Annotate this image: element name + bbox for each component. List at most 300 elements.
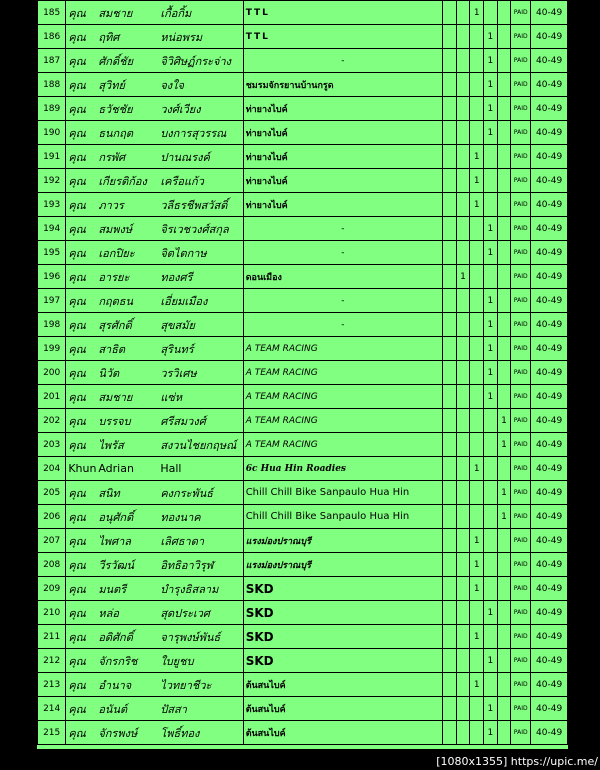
- payment-status: PAID: [511, 265, 531, 289]
- team-name: ท่ายางไบค์: [243, 169, 442, 193]
- category-cell: [470, 721, 484, 745]
- category-cell: 1: [470, 625, 484, 649]
- row-number: 197: [38, 289, 66, 313]
- first-name: ไพศาล: [98, 534, 132, 548]
- category-cell: 1: [497, 433, 511, 457]
- age-group: 40-49: [531, 265, 568, 289]
- category-cell: 1: [484, 649, 498, 673]
- row-number: 193: [38, 193, 66, 217]
- payment-status: PAID: [511, 697, 531, 721]
- category-cell: [443, 673, 457, 697]
- row-number: 191: [38, 145, 66, 169]
- first-name: ธวัชชัย: [98, 102, 133, 116]
- payment-status: PAID: [511, 433, 531, 457]
- category-cell: [456, 217, 470, 241]
- row-number: 205: [38, 481, 66, 505]
- category-cell: [443, 145, 457, 169]
- name-title: คุณ: [68, 318, 86, 332]
- category-cell: 1: [484, 601, 498, 625]
- last-name: เอี่ยมเมือง: [160, 294, 208, 308]
- row-number: 203: [38, 433, 66, 457]
- category-cell: [497, 697, 511, 721]
- participant-name: [66, 25, 243, 49]
- team-name: แรงม่องปราณบุรี: [243, 553, 442, 577]
- last-name: จงใจ: [160, 78, 184, 92]
- team-name: -: [243, 313, 442, 337]
- category-cell: 1: [470, 1, 484, 25]
- category-cell: [456, 577, 470, 601]
- payment-status: PAID: [511, 481, 531, 505]
- participant-table: [37, 0, 568, 745]
- category-cell: [456, 289, 470, 313]
- last-name: วงศ์เวียง: [160, 102, 201, 116]
- age-group: 40-49: [531, 409, 568, 433]
- category-cell: [443, 433, 457, 457]
- first-name: นิวัต: [98, 366, 120, 380]
- participant-name: [66, 385, 243, 409]
- first-name: กรพัศ: [98, 150, 126, 164]
- category-cell: [443, 1, 457, 25]
- category-cell: [484, 577, 498, 601]
- last-name: บำรุงธิสลาม: [160, 582, 219, 596]
- last-name: คงกระพันธ์: [160, 486, 214, 500]
- row-number: 195: [38, 241, 66, 265]
- first-name: สนิท: [98, 486, 120, 500]
- table-row: [38, 241, 568, 265]
- category-cell: [484, 505, 498, 529]
- age-group: 40-49: [531, 73, 568, 97]
- category-cell: [497, 313, 511, 337]
- first-name: อนุศักดิ์: [98, 510, 134, 524]
- category-cell: [443, 265, 457, 289]
- participant-name: [66, 577, 243, 601]
- age-group: 40-49: [531, 361, 568, 385]
- category-cell: [484, 169, 498, 193]
- row-number: 186: [38, 25, 66, 49]
- category-cell: [497, 289, 511, 313]
- table-row: [38, 673, 568, 697]
- last-name: จารุพงษ์พันธ์: [160, 630, 221, 644]
- team-name: ท่ายางไบค์: [243, 145, 442, 169]
- table-row: [38, 505, 568, 529]
- payment-status: PAID: [511, 529, 531, 553]
- age-group: 40-49: [531, 169, 568, 193]
- table-row: [38, 1, 568, 25]
- category-cell: [497, 721, 511, 745]
- category-cell: 1: [484, 313, 498, 337]
- team-name: -: [243, 49, 442, 73]
- name-title: คุณ: [68, 486, 86, 500]
- category-cell: [484, 673, 498, 697]
- name-title: คุณ: [68, 390, 86, 404]
- category-cell: [484, 193, 498, 217]
- name-title: Khun: [68, 462, 97, 475]
- age-group: 40-49: [531, 289, 568, 313]
- table-row: [38, 121, 568, 145]
- table-row: [38, 193, 568, 217]
- table-row: [38, 481, 568, 505]
- row-number: 202: [38, 409, 66, 433]
- team-name: A TEAM RACING: [243, 361, 442, 385]
- category-cell: [497, 265, 511, 289]
- category-cell: [470, 601, 484, 625]
- category-cell: [497, 169, 511, 193]
- table-row: [38, 457, 568, 481]
- category-cell: [497, 649, 511, 673]
- payment-status: PAID: [511, 313, 531, 337]
- first-name: มนตรี: [98, 582, 127, 596]
- last-name: Hall: [160, 462, 182, 475]
- category-cell: [497, 49, 511, 73]
- last-name: สุขสมัย: [160, 318, 195, 332]
- category-cell: [497, 361, 511, 385]
- category-cell: [443, 457, 457, 481]
- payment-status: PAID: [511, 145, 531, 169]
- participant-name: [66, 361, 243, 385]
- category-cell: [497, 673, 511, 697]
- category-cell: [470, 97, 484, 121]
- category-cell: 1: [470, 553, 484, 577]
- category-cell: [443, 241, 457, 265]
- payment-status: PAID: [511, 289, 531, 313]
- age-group: 40-49: [531, 1, 568, 25]
- category-cell: [456, 625, 470, 649]
- first-name: ภาวร: [98, 198, 124, 212]
- category-cell: [484, 529, 498, 553]
- team-name: -: [243, 289, 442, 313]
- category-cell: 1: [470, 457, 484, 481]
- first-name: อนันต์: [98, 702, 128, 716]
- age-group: 40-49: [531, 241, 568, 265]
- category-cell: [456, 313, 470, 337]
- participant-name: [66, 97, 243, 121]
- category-cell: [443, 649, 457, 673]
- category-cell: [443, 361, 457, 385]
- age-group: 40-49: [531, 529, 568, 553]
- payment-status: PAID: [511, 409, 531, 433]
- last-name: ปานณรงค์: [160, 150, 210, 164]
- category-cell: [497, 625, 511, 649]
- category-cell: [470, 289, 484, 313]
- category-cell: 1: [484, 25, 498, 49]
- payment-status: PAID: [511, 385, 531, 409]
- table-row: [38, 289, 568, 313]
- team-name: -: [243, 217, 442, 241]
- category-cell: [497, 457, 511, 481]
- first-name: เอกปิยะ: [98, 246, 135, 260]
- name-title: คุณ: [68, 654, 86, 668]
- row-number: 194: [38, 217, 66, 241]
- last-name: วรวิเศษ: [160, 366, 197, 380]
- payment-status: PAID: [511, 577, 531, 601]
- team-name: ท่ายางไบค์: [243, 97, 442, 121]
- category-cell: [497, 145, 511, 169]
- team-name: ต้นสนไบค์: [243, 673, 442, 697]
- table-row: [38, 265, 568, 289]
- first-name: จักรกริช: [98, 654, 138, 668]
- age-group: 40-49: [531, 673, 568, 697]
- category-cell: [470, 217, 484, 241]
- first-name: ไพรัส: [98, 438, 124, 452]
- team-name: A TEAM RACING: [243, 385, 442, 409]
- age-group: 40-49: [531, 193, 568, 217]
- age-group: 40-49: [531, 97, 568, 121]
- row-number: 199: [38, 337, 66, 361]
- row-number: 210: [38, 601, 66, 625]
- category-cell: [443, 625, 457, 649]
- participant-name: [66, 241, 243, 265]
- category-cell: [456, 505, 470, 529]
- name-title: คุณ: [68, 78, 86, 92]
- category-cell: [470, 25, 484, 49]
- category-cell: [484, 409, 498, 433]
- category-cell: [456, 97, 470, 121]
- table-row: [38, 577, 568, 601]
- category-cell: [443, 289, 457, 313]
- category-cell: [443, 553, 457, 577]
- participant-name: [66, 1, 243, 25]
- payment-status: PAID: [511, 193, 531, 217]
- category-cell: [443, 25, 457, 49]
- last-name: เครือแก้ว: [160, 174, 204, 188]
- row-number: 196: [38, 265, 66, 289]
- last-name: หน่อพรม: [160, 30, 203, 44]
- category-cell: [443, 385, 457, 409]
- team-name: Chill Chill Bike Sanpaulo Hua Hin: [243, 505, 442, 529]
- first-name: อารยะ: [98, 270, 130, 284]
- payment-status: PAID: [511, 25, 531, 49]
- row-number: 200: [38, 361, 66, 385]
- payment-status: PAID: [511, 337, 531, 361]
- category-cell: 1: [484, 97, 498, 121]
- category-cell: 1: [470, 577, 484, 601]
- category-cell: [456, 1, 470, 25]
- category-cell: [470, 385, 484, 409]
- first-name: บรรจบ: [98, 414, 131, 428]
- participant-name: [66, 145, 243, 169]
- row-number: 213: [38, 673, 66, 697]
- row-number: 206: [38, 505, 66, 529]
- category-cell: 1: [484, 361, 498, 385]
- last-name: ทองนาค: [160, 510, 201, 524]
- first-name: Adrian: [98, 462, 134, 475]
- name-title: คุณ: [68, 30, 86, 44]
- category-cell: 1: [484, 121, 498, 145]
- category-cell: [470, 73, 484, 97]
- category-cell: [470, 649, 484, 673]
- category-cell: [456, 529, 470, 553]
- name-title: คุณ: [68, 102, 86, 116]
- table-row: [38, 145, 568, 169]
- participant-name: [66, 649, 243, 673]
- first-name: สมชาย: [98, 6, 133, 20]
- category-cell: [443, 49, 457, 73]
- name-title: คุณ: [68, 198, 86, 212]
- name-title: คุณ: [68, 630, 86, 644]
- name-title: คุณ: [68, 222, 86, 236]
- first-name: สมชาย: [98, 390, 133, 404]
- team-name: SKD: [243, 577, 442, 601]
- category-cell: [443, 697, 457, 721]
- category-cell: 1: [484, 721, 498, 745]
- first-name: ธนกฤต: [98, 126, 134, 140]
- category-cell: [456, 25, 470, 49]
- category-cell: 1: [484, 697, 498, 721]
- participant-name: [66, 601, 243, 625]
- category-cell: [443, 481, 457, 505]
- category-cell: [443, 169, 457, 193]
- category-cell: [443, 97, 457, 121]
- row-number: 214: [38, 697, 66, 721]
- team-name: ต้นสนไบค์: [243, 697, 442, 721]
- payment-status: PAID: [511, 361, 531, 385]
- age-group: 40-49: [531, 145, 568, 169]
- table-row: [38, 337, 568, 361]
- team-name: ดอนเมือง: [243, 265, 442, 289]
- payment-status: PAID: [511, 1, 531, 25]
- category-cell: [456, 409, 470, 433]
- row-number: 189: [38, 97, 66, 121]
- first-name: จักรพงษ์: [98, 726, 138, 740]
- participant-name: [66, 553, 243, 577]
- category-cell: [456, 553, 470, 577]
- row-number: 208: [38, 553, 66, 577]
- last-name: ไวทยาชีวะ: [160, 678, 212, 692]
- category-cell: [497, 385, 511, 409]
- category-cell: [484, 553, 498, 577]
- table-row: [38, 217, 568, 241]
- row-number: 204: [38, 457, 66, 481]
- category-cell: 1: [484, 49, 498, 73]
- participant-name: [66, 433, 243, 457]
- last-name: แซ่ห: [160, 390, 183, 404]
- category-cell: [484, 433, 498, 457]
- table-row: [38, 433, 568, 457]
- table-row: [38, 385, 568, 409]
- participant-name: [66, 265, 243, 289]
- team-name: 6c Hua Hin Roadies: [243, 457, 442, 481]
- participant-name: [66, 169, 243, 193]
- name-title: คุณ: [68, 510, 86, 524]
- payment-status: PAID: [511, 553, 531, 577]
- payment-status: PAID: [511, 97, 531, 121]
- row-number: 185: [38, 1, 66, 25]
- payment-status: PAID: [511, 673, 531, 697]
- name-title: คุณ: [68, 606, 86, 620]
- name-title: คุณ: [68, 342, 86, 356]
- participant-name: [66, 409, 243, 433]
- payment-status: PAID: [511, 217, 531, 241]
- age-group: 40-49: [531, 577, 568, 601]
- table-row: [38, 697, 568, 721]
- payment-status: PAID: [511, 73, 531, 97]
- row-number: 209: [38, 577, 66, 601]
- first-name: เกียรติก้อง: [98, 174, 147, 188]
- last-name: โพธิ์ทอง: [160, 726, 200, 740]
- category-cell: [456, 481, 470, 505]
- last-name: จิรเวชวงศ์สกุล: [160, 222, 229, 236]
- category-cell: [497, 601, 511, 625]
- table-row: [38, 649, 568, 673]
- team-name: TTL: [243, 25, 442, 49]
- table-row: [38, 169, 568, 193]
- participant-name: [66, 505, 243, 529]
- age-group: 40-49: [531, 433, 568, 457]
- first-name: สุรศักดิ์: [98, 318, 132, 332]
- first-name: หล่อ: [98, 606, 119, 620]
- age-group: 40-49: [531, 649, 568, 673]
- category-cell: [456, 601, 470, 625]
- category-cell: [497, 121, 511, 145]
- category-cell: 1: [470, 673, 484, 697]
- participant-name: [66, 193, 243, 217]
- age-group: 40-49: [531, 481, 568, 505]
- row-number: 190: [38, 121, 66, 145]
- participant-name: [66, 697, 243, 721]
- payment-status: PAID: [511, 169, 531, 193]
- category-cell: 1: [456, 265, 470, 289]
- payment-status: PAID: [511, 457, 531, 481]
- row-number: 187: [38, 49, 66, 73]
- last-name: ปัสสา: [160, 702, 187, 716]
- row-number: 211: [38, 625, 66, 649]
- row-number: 212: [38, 649, 66, 673]
- category-cell: [497, 73, 511, 97]
- age-group: 40-49: [531, 505, 568, 529]
- name-title: คุณ: [68, 54, 86, 68]
- category-cell: [456, 385, 470, 409]
- category-cell: [456, 73, 470, 97]
- name-title: คุณ: [68, 270, 86, 284]
- category-cell: 1: [484, 385, 498, 409]
- last-name: ศรีสมวงศ์: [160, 414, 206, 428]
- first-name: อำนาจ: [98, 678, 132, 692]
- name-title: คุณ: [68, 126, 86, 140]
- last-name: เกื้อกิ้ม: [160, 6, 192, 20]
- table-row: [38, 601, 568, 625]
- category-cell: [443, 505, 457, 529]
- category-cell: [484, 481, 498, 505]
- category-cell: [497, 1, 511, 25]
- category-cell: [456, 721, 470, 745]
- category-cell: [443, 121, 457, 145]
- first-name: ฤทิศ: [98, 30, 120, 44]
- table-row: [38, 409, 568, 433]
- team-name: A TEAM RACING: [243, 337, 442, 361]
- age-group: 40-49: [531, 217, 568, 241]
- first-name: สาธิต: [98, 342, 126, 356]
- category-cell: [443, 313, 457, 337]
- age-group: 40-49: [531, 25, 568, 49]
- age-group: 40-49: [531, 337, 568, 361]
- category-cell: [456, 337, 470, 361]
- row-number: 192: [38, 169, 66, 193]
- category-cell: [456, 697, 470, 721]
- team-name: SKD: [243, 601, 442, 625]
- category-cell: [497, 97, 511, 121]
- last-name: เลิศธาดา: [160, 534, 205, 548]
- category-cell: [456, 673, 470, 697]
- name-title: คุณ: [68, 246, 86, 260]
- name-title: คุณ: [68, 678, 86, 692]
- category-cell: [443, 193, 457, 217]
- first-name: สมพงษ์: [98, 222, 133, 236]
- table-row: [38, 721, 568, 745]
- age-group: 40-49: [531, 601, 568, 625]
- table-row: [38, 313, 568, 337]
- category-cell: 1: [470, 169, 484, 193]
- participant-name: [66, 673, 243, 697]
